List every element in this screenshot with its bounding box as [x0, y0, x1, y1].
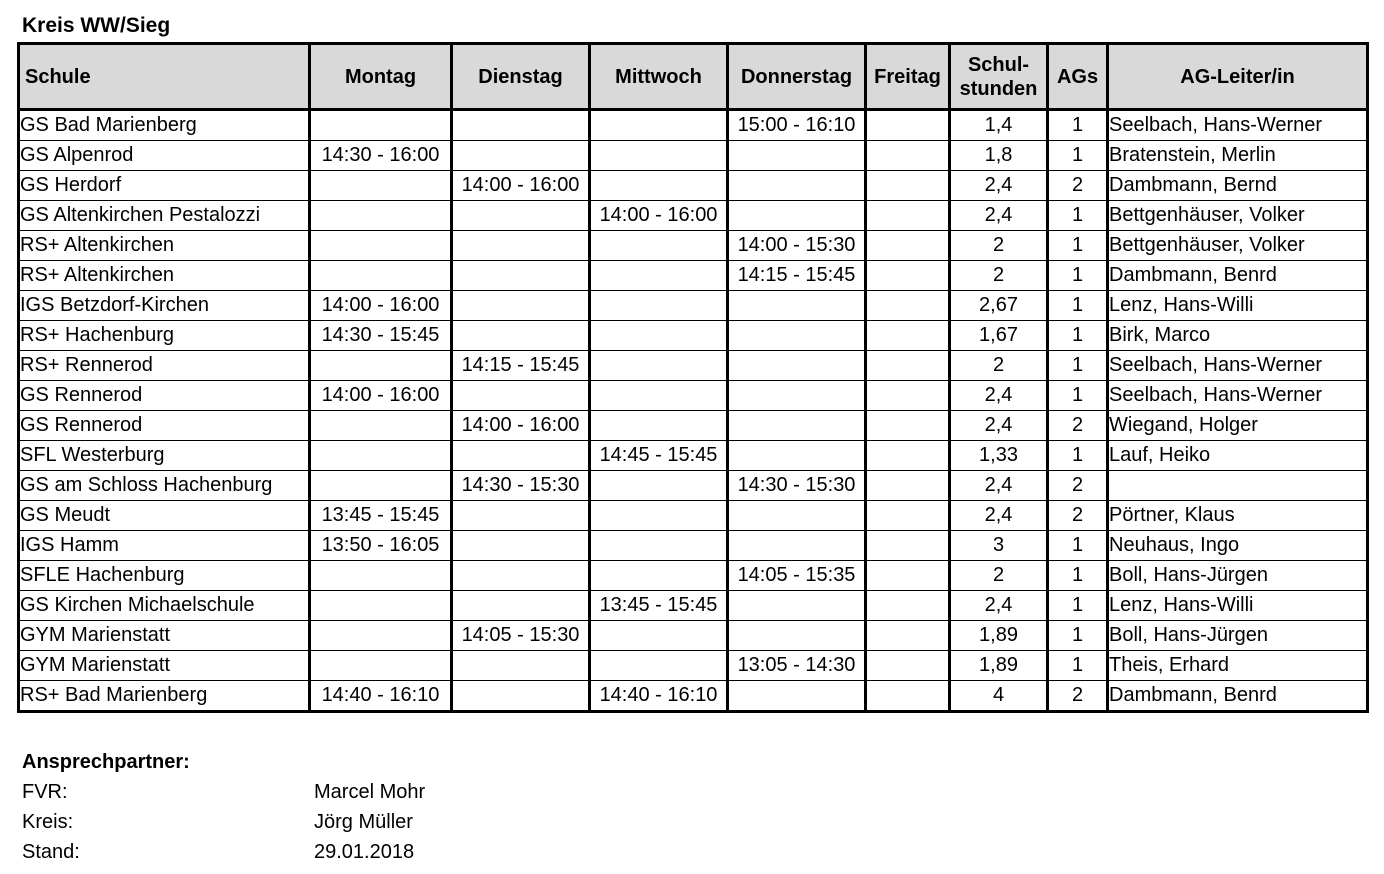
cell-montag — [310, 351, 452, 381]
header-dienstag: Dienstag — [452, 44, 590, 110]
cell-ags: 1 — [1048, 141, 1108, 171]
cell-freitag — [866, 110, 950, 141]
table-row — [19, 501, 1368, 531]
cell-montag: 14:30 - 16:00 — [310, 141, 452, 171]
cell-ags: 1 — [1048, 231, 1108, 261]
contacts-section — [22, 747, 426, 867]
cell-freitag — [866, 291, 950, 321]
cell-schule: RS+ Bad Marienberg — [19, 681, 310, 712]
contact-label: Kreis: — [22, 811, 74, 833]
cell-dienstag: 14:00 - 16:00 — [452, 411, 590, 441]
header-schulstunden-line1: Schul- — [967, 53, 1030, 76]
cell-donnerstag — [728, 381, 866, 411]
table-row — [19, 411, 1368, 441]
table-row — [19, 561, 1368, 591]
header-ags: AGs — [1048, 44, 1108, 110]
cell-mittwoch — [590, 261, 728, 291]
cell-dienstag — [452, 561, 590, 591]
cell-ag-leiter: Bratenstein, Merlin — [1108, 141, 1368, 171]
table-row — [19, 441, 1368, 471]
cell-donnerstag — [728, 501, 866, 531]
cell-freitag — [866, 411, 950, 441]
cell-ags: 1 — [1048, 561, 1108, 591]
contact-value: Marcel Mohr — [314, 781, 426, 803]
cell-ag-leiter: Seelbach, Hans-Werner — [1108, 110, 1368, 141]
cell-dienstag — [452, 591, 590, 621]
cell-donnerstag: 14:05 - 15:35 — [728, 561, 866, 591]
contact-label: FVR: — [22, 781, 68, 803]
cell-freitag — [866, 621, 950, 651]
contact-label: Stand: — [22, 841, 80, 863]
cell-ag-leiter: Bettgenhäuser, Volker — [1108, 201, 1368, 231]
cell-schule: GS Meudt — [19, 501, 310, 531]
cell-ags: 1 — [1048, 110, 1108, 141]
cell-freitag — [866, 441, 950, 471]
cell-ag-leiter: Birk, Marco — [1108, 321, 1368, 351]
cell-dienstag — [452, 291, 590, 321]
cell-schulstunden: 2,4 — [950, 501, 1048, 531]
cell-schulstunden: 2,4 — [950, 591, 1048, 621]
cell-montag: 14:40 - 16:10 — [310, 681, 452, 712]
cell-dienstag — [452, 531, 590, 561]
cell-montag — [310, 171, 452, 201]
cell-schulstunden: 1,4 — [950, 110, 1048, 141]
cell-schule: IGS Betzdorf-Kirchen — [19, 291, 310, 321]
cell-schule: GYM Marienstatt — [19, 621, 310, 651]
cell-schulstunden: 2,4 — [950, 411, 1048, 441]
cell-montag — [310, 261, 452, 291]
cell-ag-leiter: Dambmann, Benrd — [1108, 681, 1368, 712]
cell-montag — [310, 591, 452, 621]
cell-dienstag — [452, 231, 590, 261]
cell-freitag — [866, 351, 950, 381]
cell-dienstag — [452, 321, 590, 351]
table-row — [19, 351, 1368, 381]
schedule-table — [17, 42, 1369, 713]
cell-freitag — [866, 471, 950, 501]
cell-ags: 2 — [1048, 471, 1108, 501]
cell-freitag — [866, 141, 950, 171]
header-schulstunden-line2: stunden — [959, 77, 1038, 100]
header-schulstunden — [950, 44, 1048, 110]
cell-dienstag — [452, 141, 590, 171]
cell-schule: GS Rennerod — [19, 411, 310, 441]
table-row — [19, 291, 1368, 321]
table-row — [19, 591, 1368, 621]
contacts-heading: Ansprechpartner: — [22, 751, 190, 773]
table-row — [19, 171, 1368, 201]
cell-dienstag — [452, 201, 590, 231]
cell-dienstag — [452, 261, 590, 291]
table-row — [19, 381, 1368, 411]
cell-mittwoch: 14:45 - 15:45 — [590, 441, 728, 471]
cell-mittwoch — [590, 381, 728, 411]
cell-ag-leiter: Seelbach, Hans-Werner — [1108, 351, 1368, 381]
cell-dienstag: 14:30 - 15:30 — [452, 471, 590, 501]
cell-schulstunden: 1,33 — [950, 441, 1048, 471]
table-row — [19, 110, 1368, 141]
cell-schule: GS Rennerod — [19, 381, 310, 411]
cell-montag — [310, 471, 452, 501]
table-row — [19, 201, 1368, 231]
cell-schule: IGS Hamm — [19, 531, 310, 561]
cell-schule: GS Kirchen Michaelschule — [19, 591, 310, 621]
contact-row-stand — [22, 837, 415, 867]
cell-freitag — [866, 651, 950, 681]
cell-ag-leiter: Theis, Erhard — [1108, 651, 1368, 681]
cell-schule: GS Bad Marienberg — [19, 110, 310, 141]
table-row — [19, 621, 1368, 651]
cell-ags: 1 — [1048, 321, 1108, 351]
cell-ag-leiter: Lauf, Heiko — [1108, 441, 1368, 471]
cell-donnerstag — [728, 351, 866, 381]
cell-mittwoch — [590, 291, 728, 321]
cell-ag-leiter: Seelbach, Hans-Werner — [1108, 381, 1368, 411]
cell-schulstunden: 2,4 — [950, 171, 1048, 201]
cell-mittwoch — [590, 621, 728, 651]
table-row — [19, 231, 1368, 261]
cell-schulstunden: 1,67 — [950, 321, 1048, 351]
cell-ags: 1 — [1048, 531, 1108, 561]
table-row — [19, 651, 1368, 681]
cell-dienstag: 14:15 - 15:45 — [452, 351, 590, 381]
cell-ags: 2 — [1048, 171, 1108, 201]
cell-donnerstag — [728, 291, 866, 321]
cell-mittwoch — [590, 141, 728, 171]
cell-ags: 1 — [1048, 201, 1108, 231]
cell-freitag — [866, 231, 950, 261]
cell-schule: SFLE Hachenburg — [19, 561, 310, 591]
cell-donnerstag — [728, 681, 866, 712]
cell-ag-leiter: Lenz, Hans-Willi — [1108, 591, 1368, 621]
cell-mittwoch — [590, 411, 728, 441]
header-freitag: Freitag — [866, 44, 950, 110]
cell-montag: 14:00 - 16:00 — [310, 381, 452, 411]
cell-ags: 1 — [1048, 651, 1108, 681]
cell-schulstunden: 2 — [950, 261, 1048, 291]
cell-montag — [310, 441, 452, 471]
cell-dienstag — [452, 681, 590, 712]
cell-mittwoch: 14:40 - 16:10 — [590, 681, 728, 712]
cell-schulstunden: 1,89 — [950, 651, 1048, 681]
cell-donnerstag: 15:00 - 16:10 — [728, 110, 866, 141]
contact-row-kreis — [22, 807, 413, 837]
cell-ags: 1 — [1048, 441, 1108, 471]
cell-ags: 1 — [1048, 621, 1108, 651]
cell-schule: RS+ Hachenburg — [19, 321, 310, 351]
header-mittwoch: Mittwoch — [590, 44, 728, 110]
table-row — [19, 471, 1368, 501]
cell-donnerstag: 13:05 - 14:30 — [728, 651, 866, 681]
cell-montag — [310, 651, 452, 681]
cell-montag — [310, 561, 452, 591]
table-row — [19, 141, 1368, 171]
cell-donnerstag — [728, 591, 866, 621]
cell-mittwoch — [590, 171, 728, 201]
cell-schulstunden: 3 — [950, 531, 1048, 561]
cell-mittwoch — [590, 351, 728, 381]
cell-schule: GS Herdorf — [19, 171, 310, 201]
cell-schule: GS am Schloss Hachenburg — [19, 471, 310, 501]
cell-schule: RS+ Altenkirchen — [19, 231, 310, 261]
cell-schule: RS+ Altenkirchen — [19, 261, 310, 291]
header-schule: Schule — [19, 44, 310, 110]
table-row — [19, 681, 1368, 712]
cell-ag-leiter: Pörtner, Klaus — [1108, 501, 1368, 531]
cell-mittwoch — [590, 321, 728, 351]
cell-dienstag — [452, 441, 590, 471]
cell-freitag — [866, 681, 950, 712]
cell-mittwoch: 14:00 - 16:00 — [590, 201, 728, 231]
cell-mittwoch — [590, 471, 728, 501]
cell-montag: 14:30 - 15:45 — [310, 321, 452, 351]
cell-mittwoch: 13:45 - 15:45 — [590, 591, 728, 621]
table-body — [19, 110, 1368, 712]
cell-ag-leiter: Boll, Hans-Jürgen — [1108, 621, 1368, 651]
contact-row-fvr — [22, 777, 426, 807]
cell-ag-leiter: Dambmann, Bernd — [1108, 171, 1368, 201]
cell-freitag — [866, 531, 950, 561]
cell-montag — [310, 201, 452, 231]
contact-value: 29.01.2018 — [314, 841, 415, 863]
cell-schule: RS+ Rennerod — [19, 351, 310, 381]
cell-ags: 1 — [1048, 351, 1108, 381]
cell-ag-leiter: Neuhaus, Ingo — [1108, 531, 1368, 561]
cell-donnerstag — [728, 531, 866, 561]
cell-donnerstag: 14:00 - 15:30 — [728, 231, 866, 261]
cell-schulstunden: 1,8 — [950, 141, 1048, 171]
cell-montag — [310, 621, 452, 651]
cell-montag — [310, 110, 452, 141]
cell-ags: 2 — [1048, 501, 1108, 531]
cell-freitag — [866, 201, 950, 231]
cell-schulstunden: 2 — [950, 231, 1048, 261]
cell-dienstag — [452, 110, 590, 141]
cell-schulstunden: 2 — [950, 561, 1048, 591]
cell-donnerstag — [728, 621, 866, 651]
cell-mittwoch — [590, 110, 728, 141]
cell-schule: GS Altenkirchen Pestalozzi — [19, 201, 310, 231]
cell-ag-leiter: Boll, Hans-Jürgen — [1108, 561, 1368, 591]
cell-freitag — [866, 321, 950, 351]
cell-ags: 1 — [1048, 291, 1108, 321]
cell-schulstunden: 2,4 — [950, 471, 1048, 501]
cell-ags: 2 — [1048, 681, 1108, 712]
cell-dienstag — [452, 381, 590, 411]
cell-donnerstag: 14:30 - 15:30 — [728, 471, 866, 501]
table-header-row — [19, 44, 1368, 110]
cell-schulstunden: 2,4 — [950, 381, 1048, 411]
cell-montag: 13:45 - 15:45 — [310, 501, 452, 531]
cell-dienstag: 14:05 - 15:30 — [452, 621, 590, 651]
cell-dienstag — [452, 651, 590, 681]
cell-donnerstag — [728, 141, 866, 171]
cell-donnerstag — [728, 201, 866, 231]
cell-ag-leiter: Dambmann, Benrd — [1108, 261, 1368, 291]
cell-donnerstag — [728, 411, 866, 441]
cell-schulstunden: 4 — [950, 681, 1048, 712]
cell-donnerstag: 14:15 - 15:45 — [728, 261, 866, 291]
cell-dienstag — [452, 501, 590, 531]
contact-value: Jörg Müller — [314, 811, 413, 833]
cell-ag-leiter: Wiegand, Holger — [1108, 411, 1368, 441]
cell-ag-leiter: Bettgenhäuser, Volker — [1108, 231, 1368, 261]
cell-mittwoch — [590, 231, 728, 261]
cell-schulstunden: 2,67 — [950, 291, 1048, 321]
table-row — [19, 261, 1368, 291]
cell-donnerstag — [728, 321, 866, 351]
cell-mittwoch — [590, 651, 728, 681]
table-row — [19, 321, 1368, 351]
cell-schulstunden: 2 — [950, 351, 1048, 381]
cell-schulstunden: 1,89 — [950, 621, 1048, 651]
header-montag: Montag — [310, 44, 452, 110]
cell-mittwoch — [590, 531, 728, 561]
cell-freitag — [866, 261, 950, 291]
table-row — [19, 531, 1368, 561]
cell-schule: GYM Marienstatt — [19, 651, 310, 681]
cell-schulstunden: 2,4 — [950, 201, 1048, 231]
cell-ags: 1 — [1048, 261, 1108, 291]
page-title: Kreis WW/Sieg — [22, 14, 171, 37]
cell-donnerstag — [728, 171, 866, 201]
cell-montag — [310, 411, 452, 441]
cell-ags: 1 — [1048, 591, 1108, 621]
header-donnerstag: Donnerstag — [728, 44, 866, 110]
cell-donnerstag — [728, 441, 866, 471]
cell-ag-leiter: Lenz, Hans-Willi — [1108, 291, 1368, 321]
cell-ags: 1 — [1048, 381, 1108, 411]
cell-montag: 14:00 - 16:00 — [310, 291, 452, 321]
cell-ags: 2 — [1048, 411, 1108, 441]
cell-mittwoch — [590, 501, 728, 531]
cell-freitag — [866, 561, 950, 591]
cell-schule: SFL Westerburg — [19, 441, 310, 471]
cell-ag-leiter — [1108, 471, 1368, 501]
cell-mittwoch — [590, 561, 728, 591]
cell-dienstag: 14:00 - 16:00 — [452, 171, 590, 201]
cell-montag: 13:50 - 16:05 — [310, 531, 452, 561]
cell-freitag — [866, 591, 950, 621]
cell-montag — [310, 231, 452, 261]
cell-freitag — [866, 381, 950, 411]
cell-freitag — [866, 501, 950, 531]
header-ag-leiter: AG-Leiter/in — [1108, 44, 1368, 110]
cell-freitag — [866, 171, 950, 201]
cell-schule: GS Alpenrod — [19, 141, 310, 171]
